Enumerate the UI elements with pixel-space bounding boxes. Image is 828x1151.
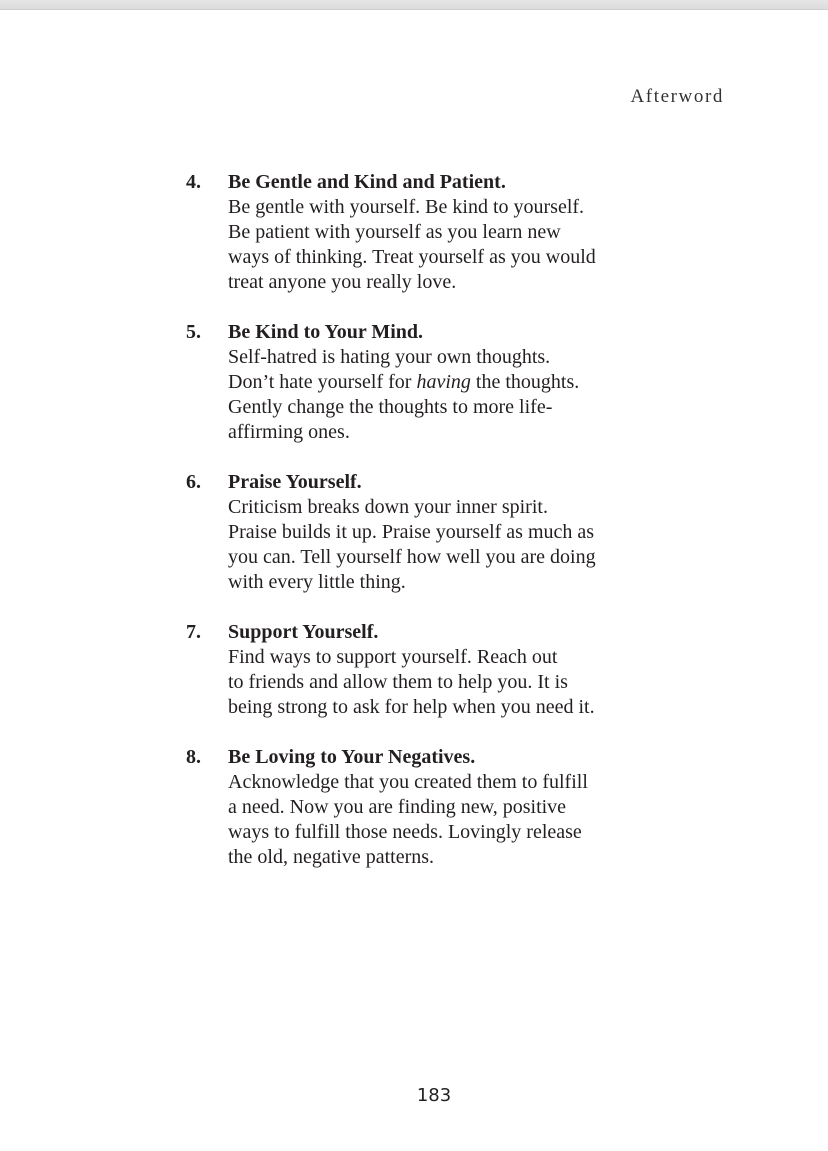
- list-item: [186, 470, 686, 595]
- item-body-line: [228, 645, 686, 670]
- item-body-line: [228, 270, 686, 295]
- list-item: [186, 320, 686, 445]
- item-body-line: [228, 670, 686, 695]
- item-number: 4.: [186, 171, 201, 193]
- body-text: Be patient with yourself as you learn new: [228, 221, 561, 243]
- body-text: Find ways to support yourself. Reach out: [228, 646, 558, 668]
- list-item: [186, 620, 686, 720]
- page-number: 183: [416, 1085, 452, 1106]
- body-text: a need. Now you are finding new, positive: [228, 796, 567, 818]
- item-number: 6.: [186, 471, 201, 493]
- body-text: Acknowledge that you created them to fulfill: [228, 771, 588, 793]
- body-text: Praise builds it up. Praise yourself as much as: [228, 521, 595, 543]
- item-body-line: [228, 370, 686, 395]
- item-number: 7.: [186, 621, 201, 643]
- item-body-line: [228, 570, 686, 595]
- list-item: [186, 745, 686, 870]
- body-text: ways of thinking. Treat yourself as you would: [228, 246, 596, 268]
- body-text: affirming ones.: [228, 421, 350, 443]
- item-body-line: [228, 395, 686, 420]
- item-body-line: [228, 495, 686, 520]
- body-text: Self-hatred is hating your own thoughts.: [228, 346, 551, 368]
- item-number: 8.: [186, 746, 201, 768]
- emphasized-text: having: [416, 371, 471, 393]
- item-body-line: [228, 195, 686, 220]
- body-text: Don’t hate yourself for: [228, 371, 417, 393]
- body-text: you can. Tell yourself how well you are doing: [228, 546, 596, 568]
- item-body-line: [228, 245, 686, 270]
- item-title: Support Yourself.: [228, 621, 379, 643]
- item-title: Be Loving to Your Negatives.: [228, 746, 476, 768]
- body-text: with every little thing.: [228, 571, 406, 593]
- running-head: Afterword: [630, 86, 724, 107]
- body-text: the thoughts.: [470, 371, 580, 393]
- item-title: Praise Yourself.: [228, 471, 362, 493]
- item-body-line: [228, 220, 686, 245]
- body-text: Gently change the thoughts to more life-: [228, 396, 553, 418]
- item-body-line: [228, 545, 686, 570]
- item-title: Be Gentle and Kind and Patient.: [228, 171, 506, 193]
- body-text: Be gentle with yourself. Be kind to yourself.: [228, 196, 585, 218]
- item-body-line: [228, 695, 686, 720]
- item-body-line: [228, 520, 686, 545]
- item-body-line: [228, 795, 686, 820]
- item-body-line: [228, 770, 686, 795]
- body-text: ways to fulfill those needs. Lovingly release: [228, 821, 582, 843]
- item-title: Be Kind to Your Mind.: [228, 321, 424, 343]
- numbered-list: [186, 170, 686, 895]
- viewer-top-bar: [0, 0, 828, 10]
- item-body-line: [228, 420, 686, 445]
- list-item: [186, 170, 686, 295]
- body-text: the old, negative patterns.: [228, 846, 435, 868]
- item-body-line: [228, 345, 686, 370]
- body-text: to friends and allow them to help you. It is: [228, 671, 568, 693]
- item-body-line: [228, 820, 686, 845]
- item-number: 5.: [186, 321, 201, 343]
- body-text: treat anyone you really love.: [228, 271, 457, 293]
- item-body-line: [228, 845, 686, 870]
- body-text: Criticism breaks down your inner spirit.: [228, 496, 548, 518]
- body-text: being strong to ask for help when you need it.: [228, 696, 595, 718]
